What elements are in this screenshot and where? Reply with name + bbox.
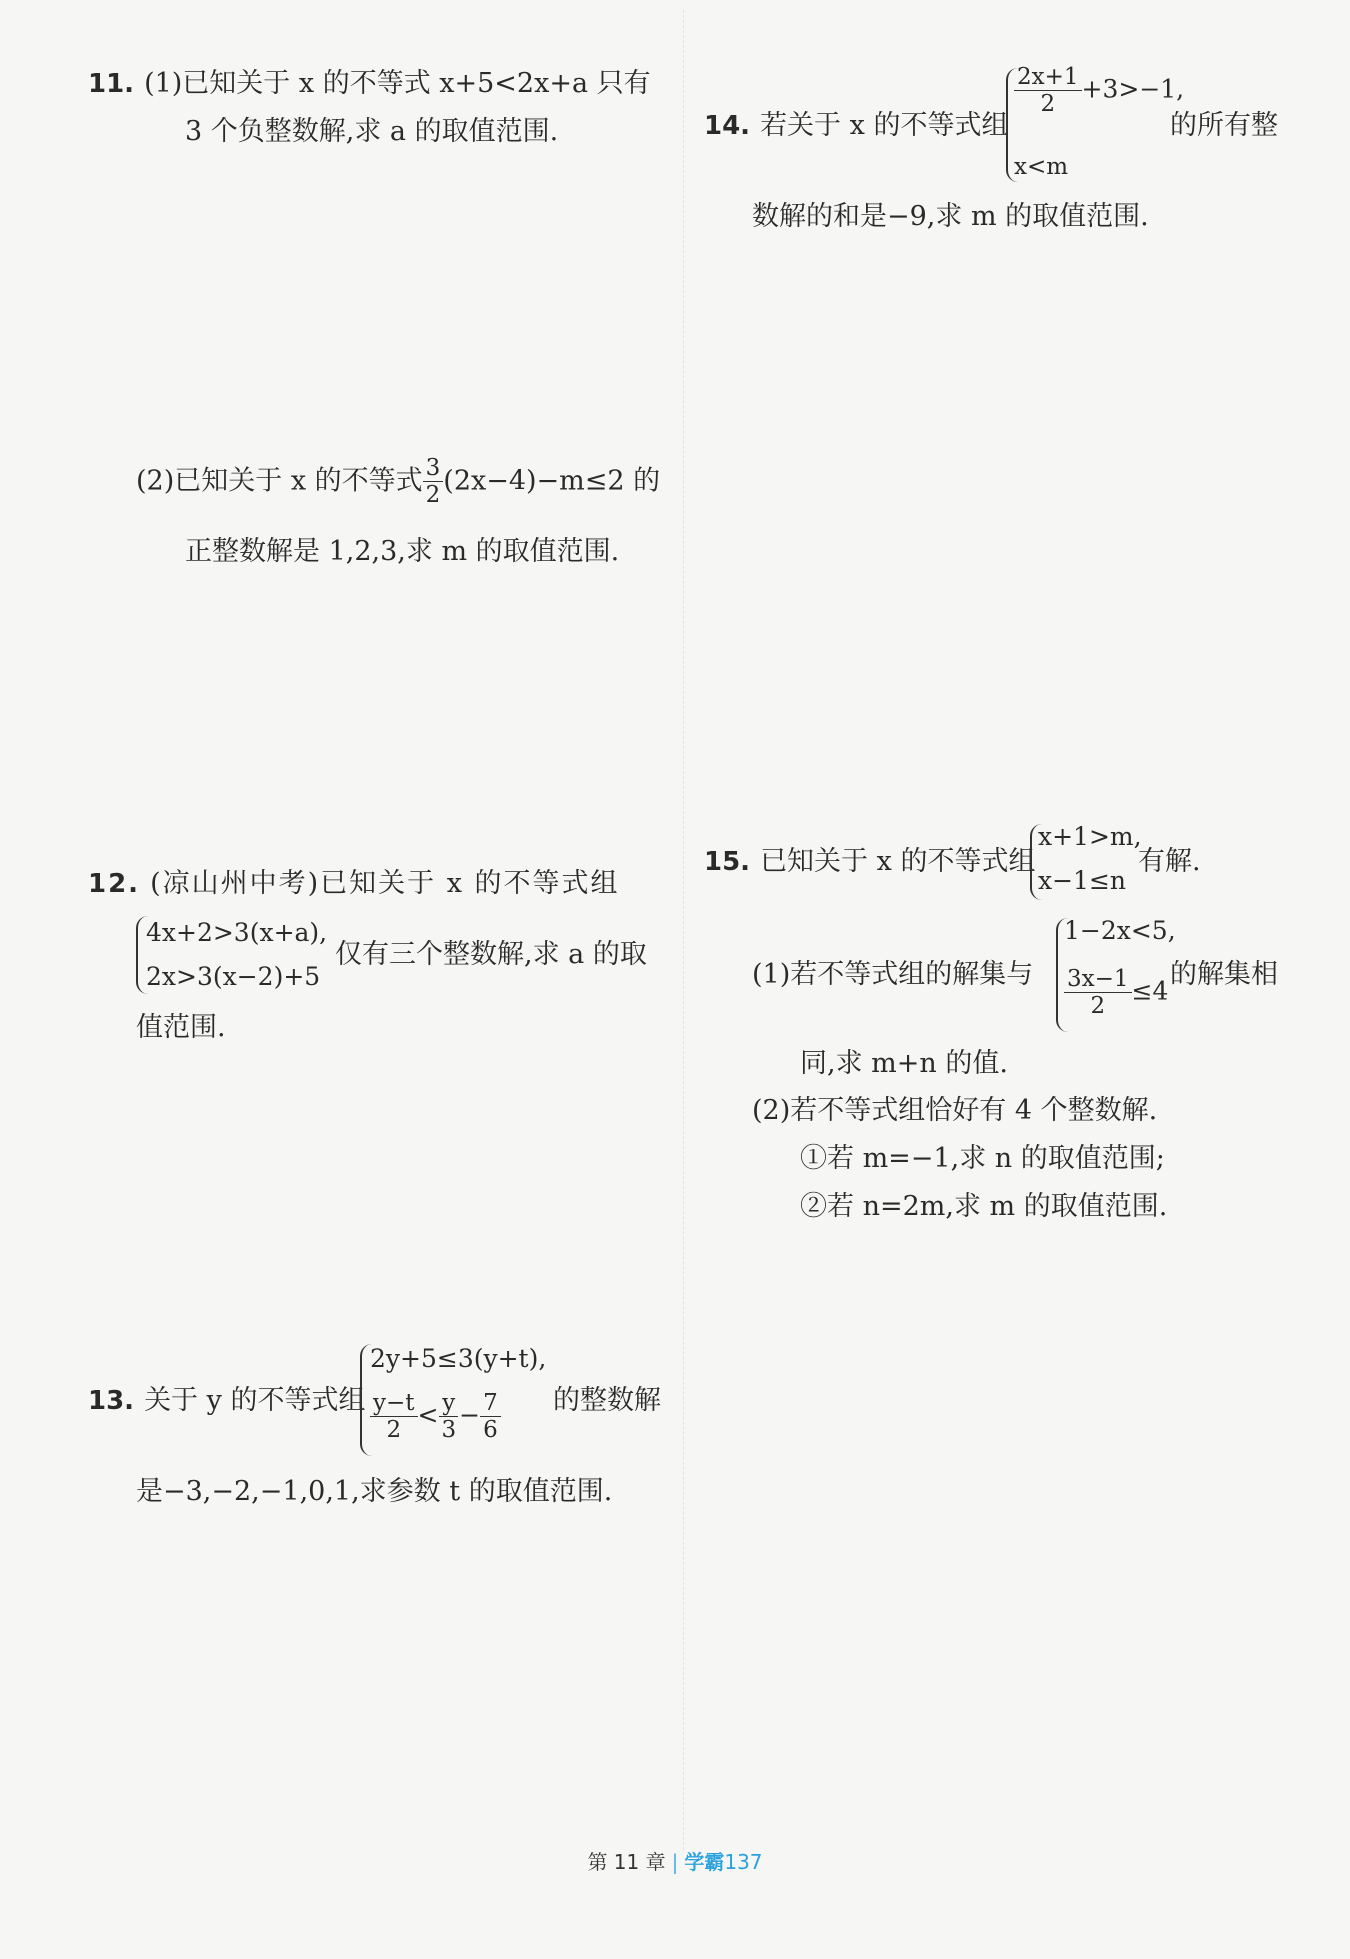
inequality-system xyxy=(1030,820,1140,904)
problem-14-line2: 数解的和是−9,求 m 的取值范围. xyxy=(752,201,1149,232)
inequality-system xyxy=(136,912,336,998)
problem-12-line1 xyxy=(88,866,620,902)
fraction xyxy=(1064,966,1132,1020)
problem-12-line2-text: 仅有三个整数解,求 a 的取 xyxy=(335,939,647,970)
problem-11-part2-line2: 正整数解是 1,2,3,求 m 的取值范围. xyxy=(185,536,620,567)
problem-text: 关于 y 的不等式组 xyxy=(144,1385,366,1416)
column-divider xyxy=(683,10,684,1850)
fraction-denominator: 2 xyxy=(1090,993,1106,1020)
fraction-denominator: 2 xyxy=(425,482,441,509)
system-row: 2x>3(x−2)+5 xyxy=(146,962,321,991)
system-row: x+1>m, xyxy=(1038,822,1142,851)
problem-15-q1-tail: 的解集相 xyxy=(1170,959,1278,990)
problem-15-q2: (2)若不等式组恰好有 4 个整数解. xyxy=(752,1095,1158,1126)
system-row xyxy=(370,1390,501,1444)
system-row-text: +3>−1, xyxy=(1081,74,1185,104)
brand-name: 学霸 xyxy=(684,1850,725,1874)
problem-13-line1 xyxy=(88,1383,365,1419)
fraction-denominator: 2 xyxy=(386,1417,402,1444)
footer-separator: | xyxy=(671,1850,679,1874)
system-row: 2y+5≤3(y+t), xyxy=(370,1344,547,1373)
fraction-numerator: 7 xyxy=(480,1390,501,1417)
problem-number: 14. xyxy=(704,111,751,141)
system-row: x<m xyxy=(1014,154,1069,180)
fraction xyxy=(438,1390,459,1444)
problem-number: 15. xyxy=(704,847,751,877)
fraction-numerator: y−t xyxy=(370,1390,418,1417)
fraction-numerator: 3 xyxy=(423,455,444,482)
problem-13-line2: 是−3,−2,−1,0,1,求参数 t 的取值范围. xyxy=(136,1476,613,1507)
inequality-system xyxy=(360,1340,560,1460)
problem-13-line1-tail: 的整数解 xyxy=(553,1385,661,1416)
inequality-system xyxy=(1056,914,1176,1036)
system-row xyxy=(1014,64,1184,118)
problem-14-line1-tail: 的所有整 xyxy=(1170,110,1278,141)
problem-text: 已知关于 x 的不等式组 xyxy=(760,846,1036,877)
problem-11-part1-line1 xyxy=(88,66,651,102)
problem-text: 若关于 x 的不等式组 xyxy=(760,110,1009,141)
fraction-numerator: 2x+1 xyxy=(1014,64,1082,91)
problem-15-line1-tail: 有解. xyxy=(1138,846,1201,877)
fraction-denominator: 2 xyxy=(1040,91,1056,118)
problem-text: (2)已知关于 x 的不等式 xyxy=(136,465,423,497)
operator: < xyxy=(417,1400,439,1430)
problem-14-line1 xyxy=(704,108,1008,144)
fraction xyxy=(480,1390,501,1444)
page-number: 137 xyxy=(724,1850,763,1874)
problem-11-part2-line1 xyxy=(136,455,660,509)
operator: − xyxy=(459,1400,481,1430)
fraction xyxy=(370,1390,418,1444)
problem-15-q2-b: ②若 n=2m,求 m 的取值范围. xyxy=(800,1191,1168,1222)
inequality-system xyxy=(1006,64,1185,186)
system-row xyxy=(1064,966,1168,1020)
problem-number: 13. xyxy=(88,1386,135,1416)
problem-15-q1-line2: 同,求 m+n 的值. xyxy=(800,1048,1008,1079)
fraction-denominator: 6 xyxy=(483,1417,498,1444)
fraction-denominator: 3 xyxy=(441,1417,457,1444)
problem-15-q2-a: ①若 m=−1,求 n 的取值范围; xyxy=(800,1143,1165,1174)
problem-15-line1 xyxy=(704,844,1035,880)
problem-text: (凉山州中考)已知关于 x 的不等式组 xyxy=(150,868,620,899)
problem-11-part1-line2: 3 个负整数解,求 a 的取值范围. xyxy=(185,116,559,147)
problem-12-line3: 值范围. xyxy=(136,1012,226,1043)
page-footer xyxy=(0,1846,1350,1875)
problem-text: (1)已知关于 x 的不等式 x+5<2x+a 只有 xyxy=(144,68,651,99)
problem-number: 11. xyxy=(88,69,135,99)
fraction-numerator: y xyxy=(439,1390,458,1417)
system-row: 1−2x<5, xyxy=(1064,916,1176,945)
chapter-label: 第 11 章 xyxy=(587,1850,666,1874)
system-row: x−1≤n xyxy=(1038,866,1127,895)
problem-15-q1-line1: (1)若不等式组的解集与 xyxy=(752,959,1034,990)
fraction xyxy=(1014,64,1082,118)
fraction-numerator: 3x−1 xyxy=(1064,966,1132,993)
system-row-text: ≤4 xyxy=(1131,976,1169,1006)
problem-text: (2x−4)−m≤2 的 xyxy=(443,465,661,497)
fraction xyxy=(423,455,444,509)
problem-number: 12. xyxy=(88,869,141,899)
system-row: 4x+2>3(x+a), xyxy=(146,918,328,947)
